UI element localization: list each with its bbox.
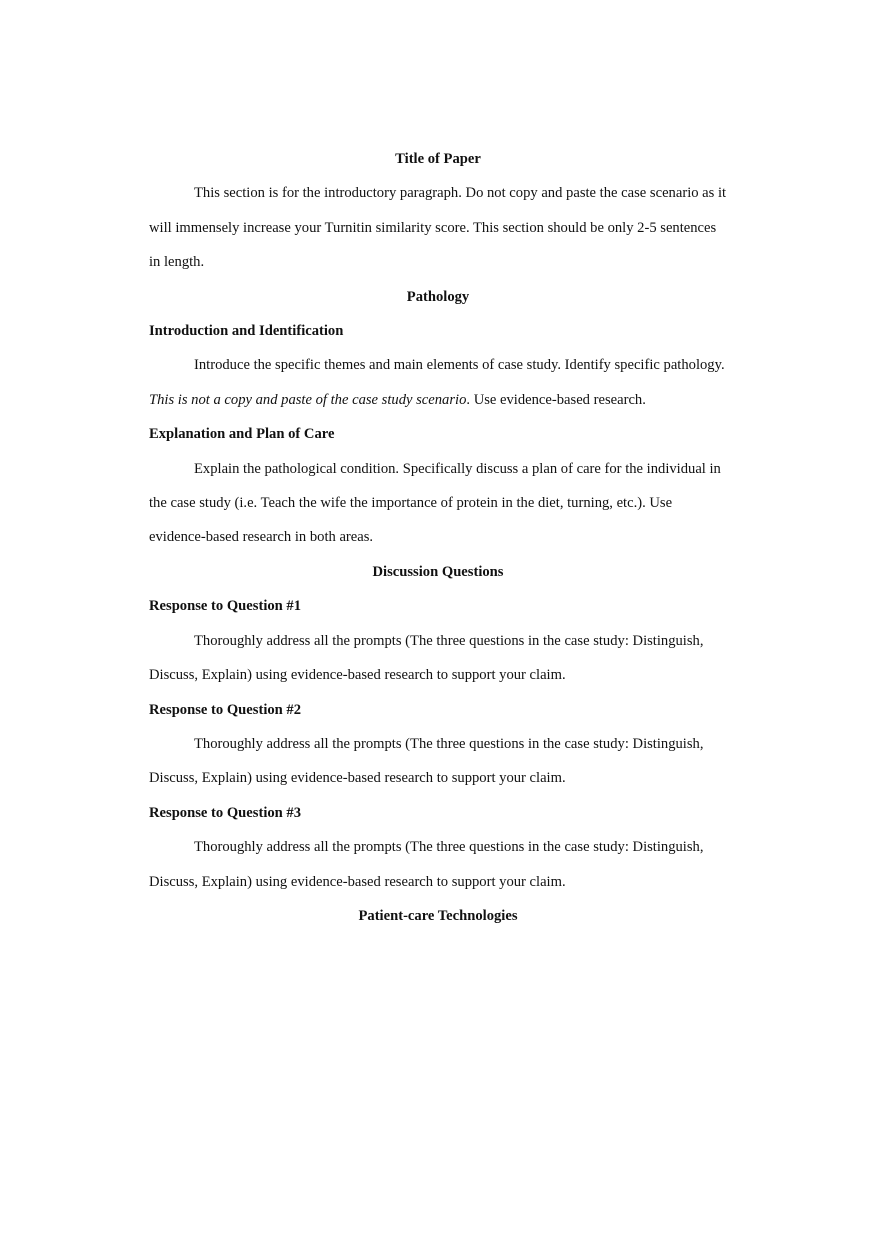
subheading-explanation-plan: Explanation and Plan of Care: [149, 426, 335, 443]
section-heading-discussion: Discussion Questions: [372, 563, 504, 580]
question-3-paragraph: Thoroughly address all the prompts (The three questions in the case study: Distinguish, Discuss, Explain) using evidence-based research to support your claim.: [149, 839, 704, 890]
subheading-question-1: Response to Question #1: [149, 598, 302, 615]
document-page: [149, 142, 727, 933]
intro-paragraph: This section is for the introductory paragraph. Do not copy and paste the case scenario as it will immensely increase your Turnitin similarity score. This section should be only 2-5 sentences in length.: [149, 185, 727, 271]
question-2-paragraph: Thoroughly address all the prompts (The three questions in the case study: Distinguish, Discuss, Explain) using evidence-based research to support your claim.: [149, 735, 704, 787]
subheading-introduction-identification: Introduction and Identification: [149, 323, 344, 340]
section-heading-pathology: Pathology: [406, 288, 470, 305]
section-heading-technologies: Patient-care Technologies: [358, 907, 518, 924]
paper-title: Title of Paper: [395, 151, 481, 167]
intro-text-italic: This is not a copy and paste of the case study scenario: [149, 391, 467, 408]
subheading-question-2: Response to Question #2: [149, 701, 302, 718]
introduction-identification-paragraph: [149, 348, 727, 417]
question-1-paragraph: Thoroughly address all the prompts (The three questions in the case study: Distinguish, Discuss, Explain) using evidence-based research to support your claim.: [149, 632, 704, 684]
intro-text-after: . Use evidence-based research.: [466, 391, 646, 408]
explanation-plan-paragraph: Explain the pathological condition. Specifically discuss a plan of care for the individual in the case study (i.e. Teach the wife the importance of protein in the diet, turning, etc.). Use evidence-based research in both areas.: [149, 460, 721, 546]
intro-text-before: Introduce the specific themes and main elements of case study. Identify specific pathology.: [194, 357, 725, 374]
subheading-question-3: Response to Question #3: [149, 804, 302, 821]
